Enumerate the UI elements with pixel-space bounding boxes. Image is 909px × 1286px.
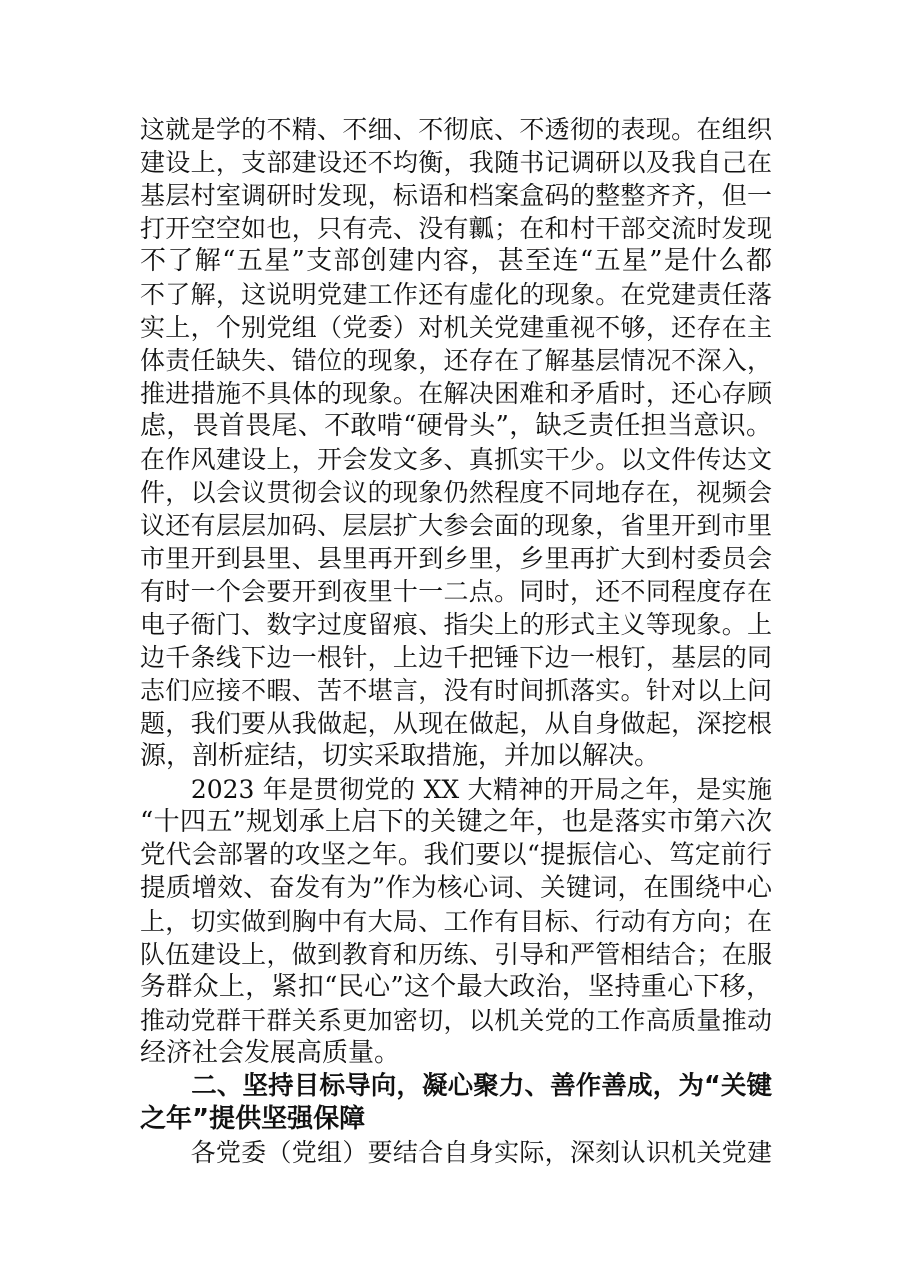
paragraph-line: 推动党群干群关系更加密切，以机关党的工作高质量推动 <box>140 1006 772 1035</box>
paragraph-line: 各党委（党组）要结合自身实际，深刻认识机关党建 <box>140 1138 772 1167</box>
paragraph-line: 务群众上，紧扣“民心”这个最大政治，坚持重心下移， <box>140 972 772 1002</box>
paragraph-line: 上，切实做到胸中有大局、工作有目标、行动有方向；在 <box>140 907 772 936</box>
paragraph-line: 党代会部署的攻坚之年。我们要以“提振信心、笃定前行 <box>140 840 772 870</box>
paragraph-line: 虑，畏首畏尾、不敢啃“硬骨头”，缺乏责任担当意识。 <box>140 411 772 441</box>
paragraph-line: 有时一个会要开到夜里十一二点。同时，还不同程度存在 <box>140 577 772 606</box>
paragraph-line: 件，以会议贯彻会议的现象仍然程度不同地存在，视频会 <box>140 478 772 507</box>
paragraph-line: 这就是学的不精、不细、不彻底、不透彻的表现。在组织 <box>140 115 772 144</box>
paragraph-line: 源，剖析症结，切实采取措施，并加以解决。 <box>140 741 661 771</box>
paragraph-line: 市里开到县里、县里再开到乡里，乡里再扩大到村委员会 <box>140 544 772 573</box>
paragraph-line: 在作风建设上，开会发文多、真抓实干少。以文件传达文 <box>140 445 772 474</box>
heading-line: 之年”提供坚强保障 <box>140 1104 366 1134</box>
paragraph-line: 2023 年是贯彻党的 XX 大精神的开局之年，是实施 <box>140 775 772 804</box>
paragraph-line: 体责任缺失、错位的现象，还存在了解基层情况不深入， <box>140 346 772 375</box>
paragraph-line: “十四五”规划承上启下的关键之年，也是落实市第六次 <box>140 807 772 837</box>
paragraph-line: 队伍建设上，做到教育和历练、引导和严管相结合；在服 <box>140 940 772 969</box>
paragraph-line: 议还有层层加码、层层扩大参会面的现象，省里开到市里 <box>140 511 772 540</box>
heading-line: 二、坚持目标导向，凝心聚力、善作善成，为“关键 <box>140 1071 772 1101</box>
paragraph-line: 不了解，这说明党建工作还有虚化的现象。在党建责任落 <box>140 280 772 309</box>
paragraph-2 <box>140 773 772 1070</box>
paragraph-line: 不了解“五星”支部创建内容，甚至连“五星”是什么都 <box>140 246 772 276</box>
paragraph-line: 实上，个别党组（党委）对机关党建重视不够，还存在主 <box>140 313 772 342</box>
paragraph-line: 志们应接不暇、苦不堪言，没有时间抓落实。针对以上问 <box>140 676 772 705</box>
paragraph-line: 电子衙门、数字过度留痕、指尖上的形式主义等现象。上 <box>140 610 772 639</box>
paragraph-3 <box>140 1136 772 1169</box>
section-heading <box>140 1070 772 1136</box>
paragraph-line: 基层村室调研时发现，标语和档案盒码的整整齐齐，但一 <box>140 181 772 210</box>
paragraph-line: 推进措施不具体的现象。在解决困难和矛盾时，还心存顾 <box>140 379 772 408</box>
paragraph-1 <box>140 113 772 773</box>
paragraph-line: 建设上，支部建设还不均衡，我随书记调研以及我自己在 <box>140 148 772 177</box>
paragraph-line: 经济社会发展高质量。 <box>140 1038 401 1068</box>
paragraph-line: 题，我们要从我做起，从现在做起，从自身做起，深挖根 <box>140 709 772 738</box>
paragraph-line: 打开空空如也，只有壳、没有瓤；在和村干部交流时发现 <box>140 214 772 243</box>
paragraph-line: 提质增效、奋发有为”作为核心词、关键词，在围绕中心 <box>140 873 772 903</box>
paragraph-line: 边千条线下边一根针，上边千把锤下边一根钉，基层的同 <box>140 643 772 672</box>
